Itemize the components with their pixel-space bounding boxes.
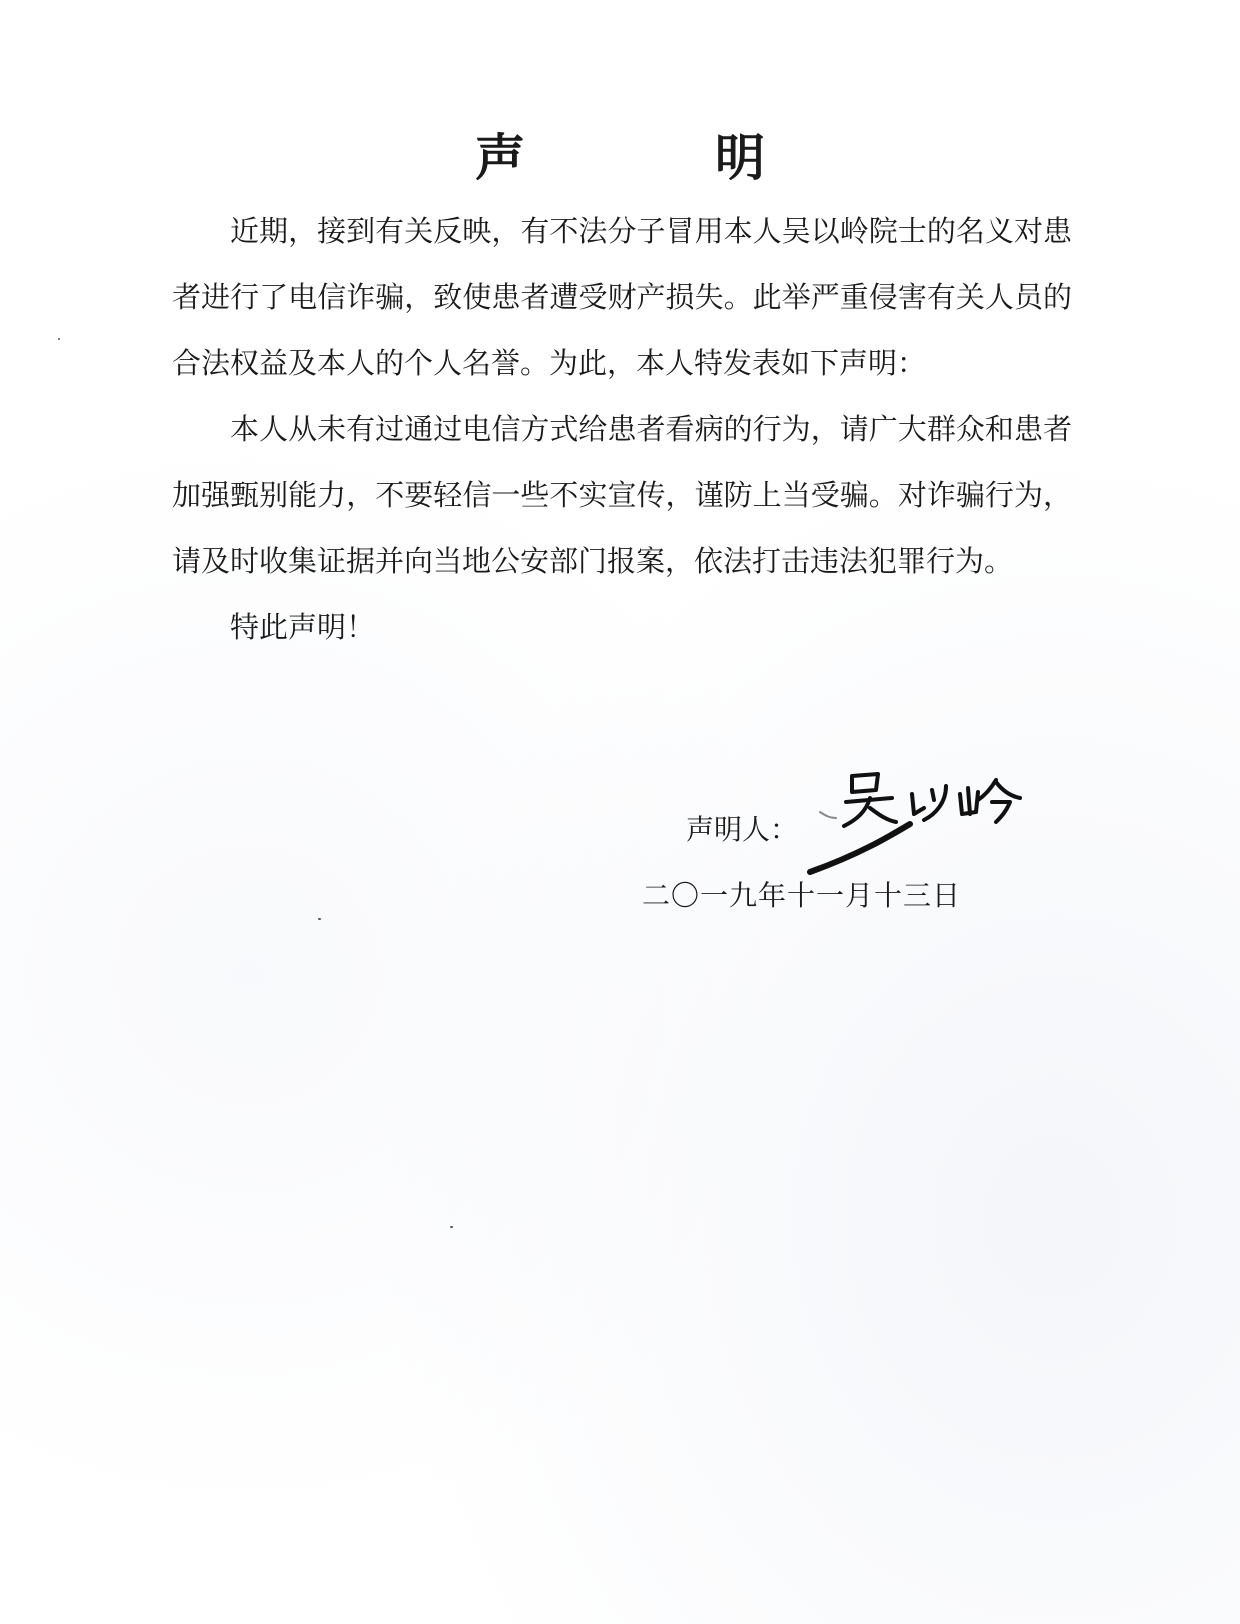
paragraph-3: 特此声明！ (230, 610, 376, 644)
scan-speck (58, 338, 60, 340)
paragraph-2: 本人从未有过通过电信方式给患者看病的行为，请广大群众和患者加强甄别能力，不要轻信一些不实宣传，谨防上当受骗。对诈骗行为，请及时收集证据并向当地公安部门报案，依法打击违法犯罪行为。 (172, 412, 1072, 578)
scan-speck (318, 918, 321, 920)
document-body (172, 198, 1072, 660)
document-date: 二〇一九年十一月十三日 (642, 879, 962, 912)
paragraph-1: 近期，接到有关反映，有不法分子冒用本人吴以岭院士的名义对患者进行了电信诈骗，致使患者遭受财产损失。此举严重侵害有关人员的合法权益及本人的个人名誉。为此，本人特发表如下声明： (172, 214, 1072, 380)
signer-label: 声明人： (686, 813, 799, 846)
scan-speck (450, 1226, 453, 1228)
handwritten-signature (800, 768, 1070, 880)
document-title: 声 明 (475, 129, 835, 187)
